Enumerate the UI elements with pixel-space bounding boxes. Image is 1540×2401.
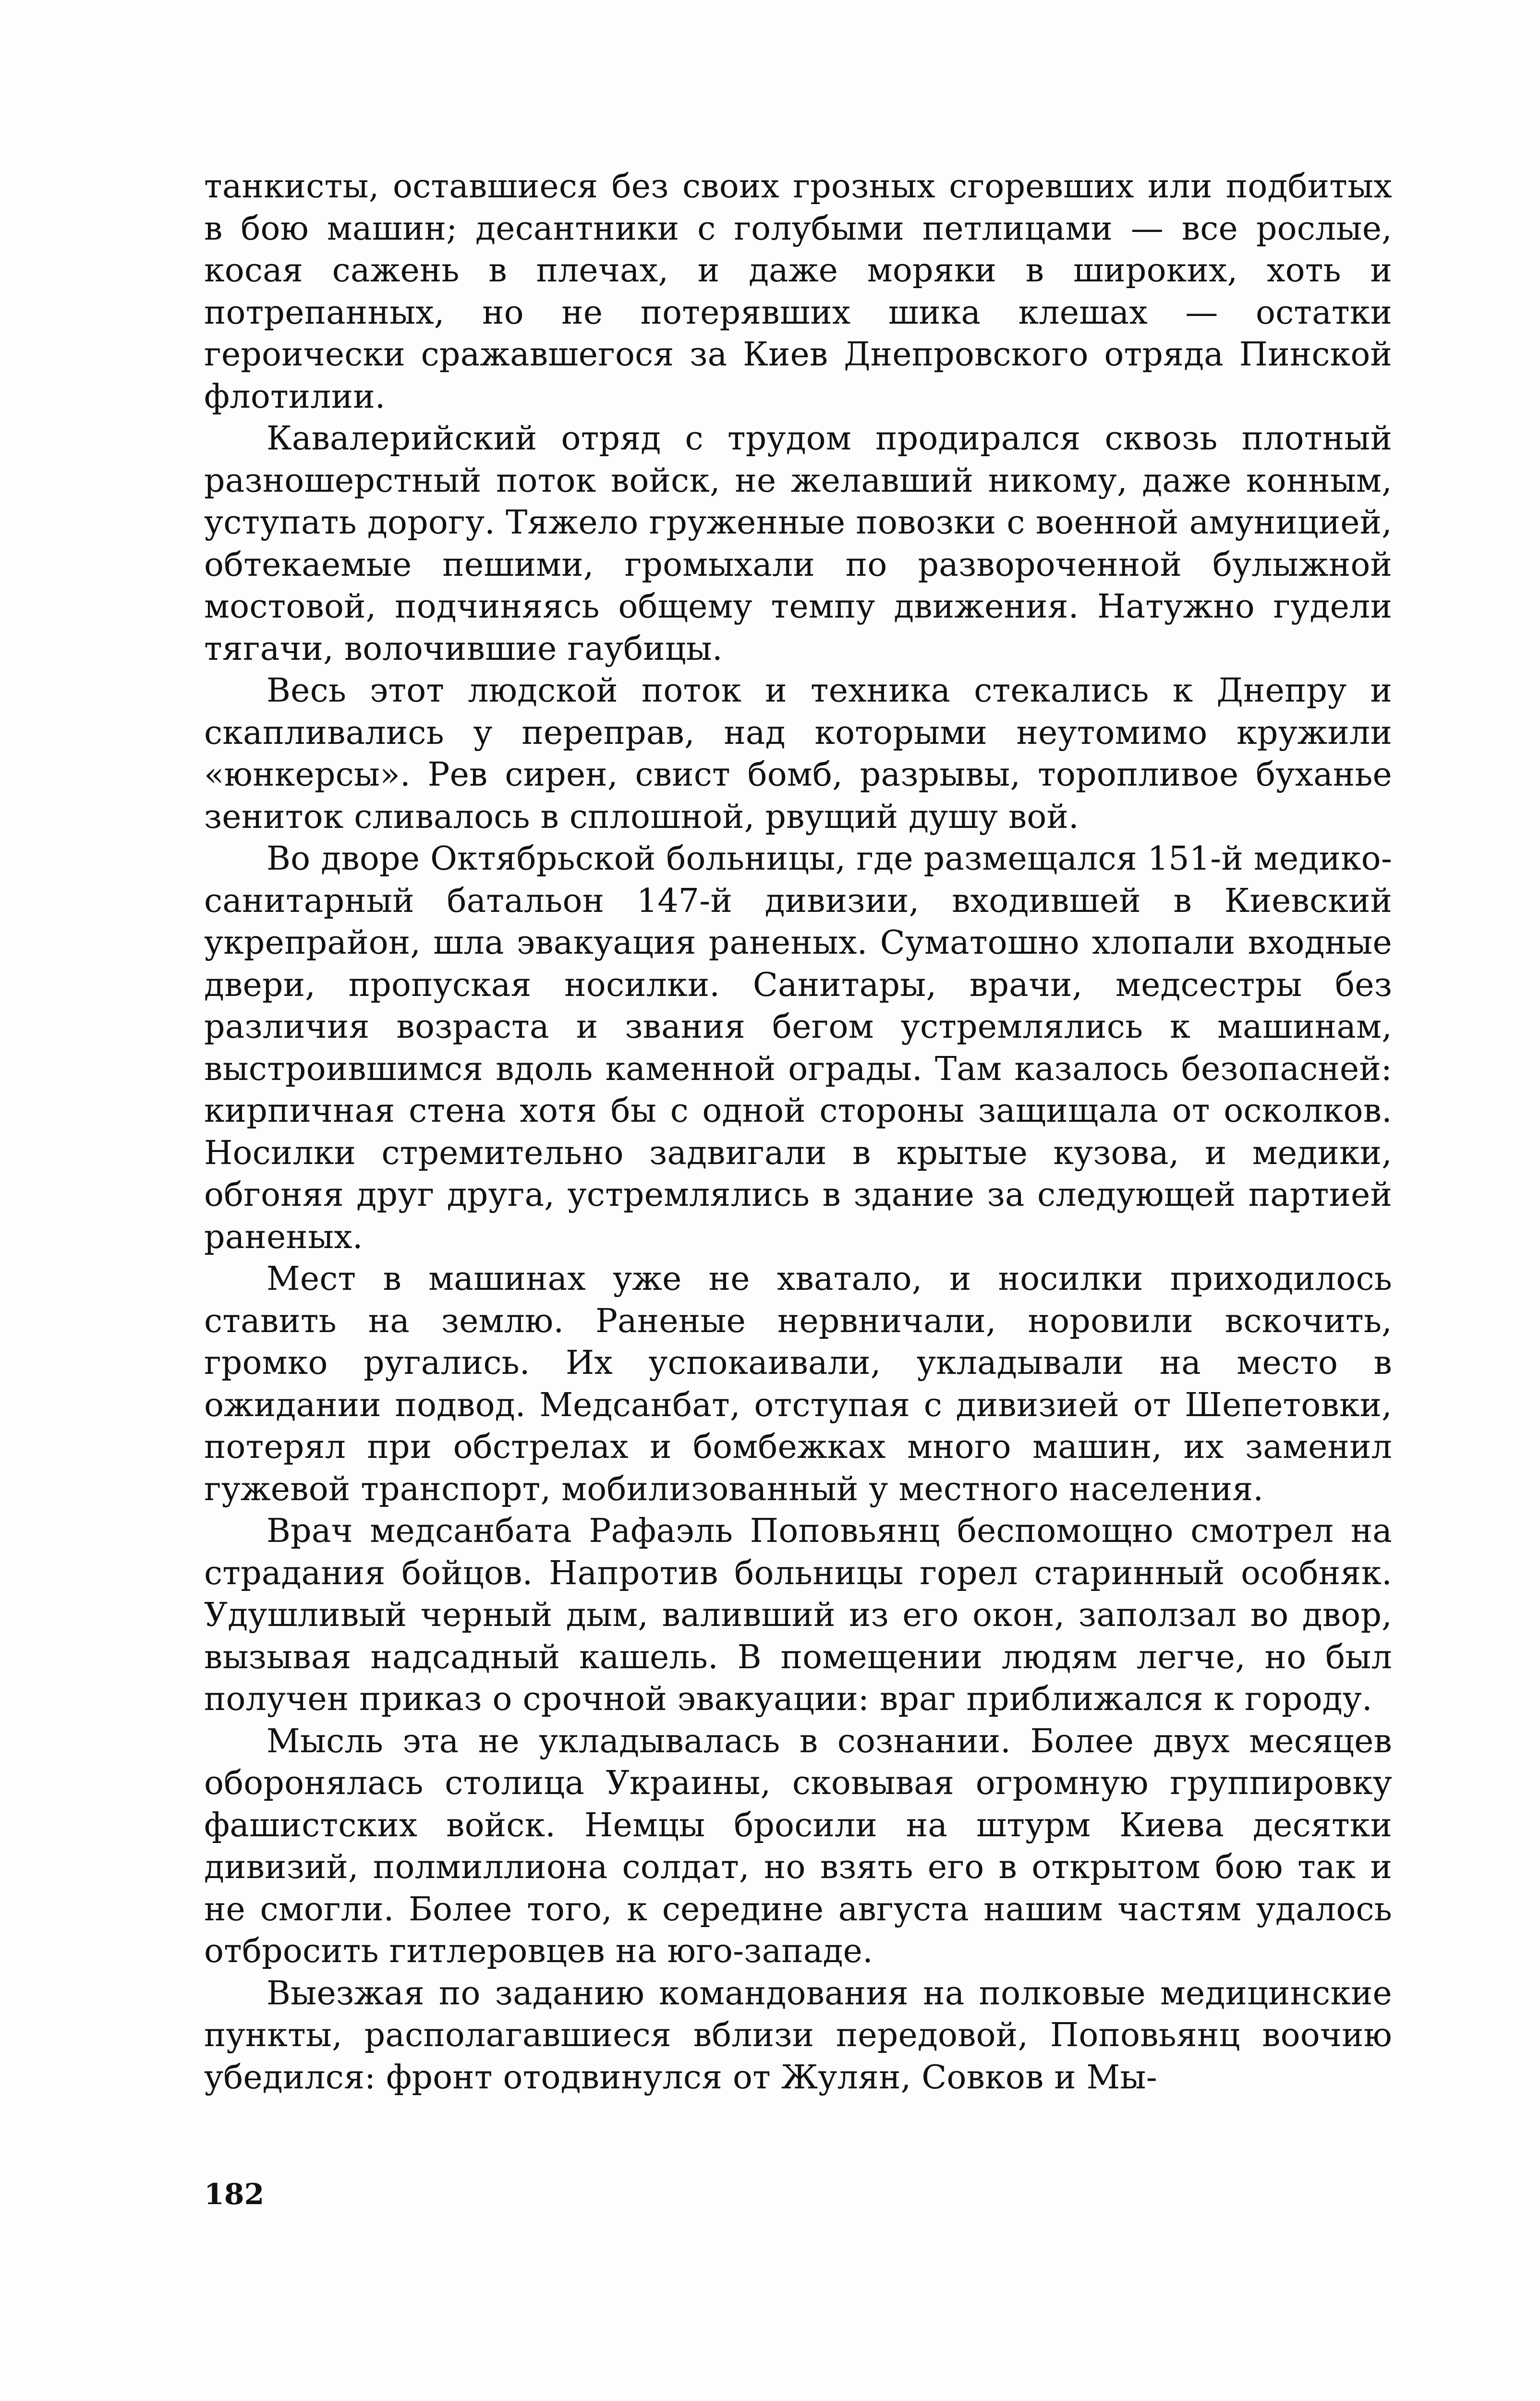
paragraph: Кавалерийский отряд с трудом продирался сквозь плотный разношерстный поток войск, не желавший никому, даже конным, уступать дорогу. Тяжело груженные повозки с военной амуницией, обтекаемые пешими, громыхали по развороченной булыжной мостовой, подчиняясь общему темпу движения. Натужно гудели тягачи, волочившие гаубицы. — [204, 420, 1392, 668]
paragraph: Выезжая по заданию командования на полковые медицинские пункты, располагавшиеся вблизи передовой, Поповьянц воочию убедился: фронт отодвинулся от Жулян, Совков и Мы- — [204, 1974, 1392, 2097]
paragraph: Весь этот людской поток и техника стекались к Днепру и скапливались у переправ, над которыми неутомимо кружили «юнкерсы». Рев сирен, свист бомб, разрывы, торопливое буханье зениток сливалось в сплошной, рвущий душу вой. — [204, 672, 1392, 836]
body-text — [204, 166, 1392, 2098]
page-number: 182 — [204, 2178, 265, 2211]
paragraph: Мест в машинах уже не хватало, и носилки приходилось ставить на землю. Раненые нервничали, норовили вскочить, громко ругались. Их успокаивали, укладывали на место в ожидании подвод. Медсанбат, отступая с дивизией от Шепетовки, потерял при обстрелах и бомбежках много машин, их заменил гужевой транспорт, мобилизованный у местного населения. — [204, 1260, 1392, 1508]
paragraph: Мысль эта не укладывалась в сознании. Более двух месяцев оборонялась столица Украины, сковывая огромную группировку фашистских войск. Немцы бросили на штурм Киева десятки дивизий, полмиллиона солдат, но взять его в открытом бою так и не смогли. Более того, к середине августа нашим частям удалось отбросить гитлеровцев на юго-западе. — [204, 1722, 1392, 1970]
paragraph: Во дворе Октябрьской больницы, где размещался 151-й медико-санитарный батальон 147-й дивизии, входившей в Киевский укрепрайон, шла эвакуация раненых. Суматошно хлопали входные двери, пропуская носилки. Санитары, врачи, медсестры без различия возраста и звания бегом устремлялись к машинам, выстроившимся вдоль каменной ограды. Там казалось безопасней: кирпичная стена хотя бы с одной стороны защищала от осколков. Носилки стремительно задвигали в крытые кузова, и медики, обгоняя друг друга, устремлялись в здание за следующей партией раненых. — [204, 840, 1392, 1256]
paragraph-continuation: танкисты, оставшиеся без своих грозных сгоревших или подбитых в бою машин; десантники с голубыми петлицами — все рослые, косая сажень в плечах, и даже моряки в широких, хоть и потрепанных, но не потерявших шика клешах — остатки героически сражавшегося за Киев Днепровского отряда Пинской флотилии. — [204, 168, 1392, 416]
paragraph: Врач медсанбата Рафаэль Поповьянц беспомощно смотрел на страдания бойцов. Напротив больницы горел старинный особняк. Удушливый черный дым, валивший из его окон, заползал во двор, вызывая надсадный кашель. В помещении людям легче, но был получен приказ о срочной эвакуации: враг приближался к городу. — [204, 1512, 1392, 1718]
